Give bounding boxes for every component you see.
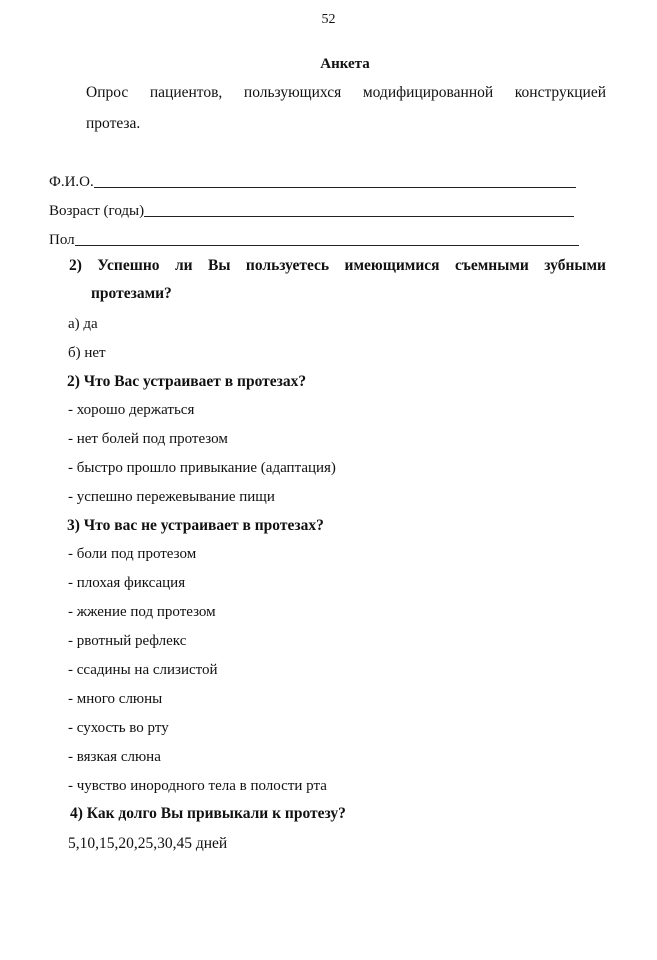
question-3-option: - рвотный рефлекс [68,633,187,649]
question-1-line-1: 2) Успешно ли Вы пользуетесь имеющимися съемными зубными [69,257,606,274]
age-label: Возраст (годы) [49,203,145,219]
question-1-option: б) нет [68,345,106,361]
page-title: Анкета [320,56,370,72]
fio-field [49,171,576,191]
question-3-option: - боли под протезом [68,546,197,562]
question-3-option: - чувство инородного тела в полости рта [68,778,327,794]
question-3: 3) Что вас не устраивает в протезах? [67,517,324,534]
sex-label: Пол [49,232,75,248]
question-4-answer: 5,10,15,20,25,30,45 дней [68,835,228,852]
age-field [49,200,574,220]
question-3-option: - вязкая слюна [68,749,161,765]
question-1-line-2: протезами? [91,285,172,302]
fio-label: Ф.И.О. [49,174,94,190]
page-number: 52 [321,12,336,27]
intro-line-1: Опрос пациентов, пользующихся модифицированной конструкцией [86,84,606,101]
question-2-option: - быстро прошло привыкание (адаптация) [68,460,336,476]
question-1-option: а) да [68,316,98,332]
question-3-option: - плохая фиксация [68,575,186,591]
question-2: 2) Что Вас устраивает в протезах? [67,373,307,390]
question-2-option: - нет болей под протезом [68,431,228,447]
question-3-option: - ссадины на слизистой [68,662,218,678]
sex-blank-line [75,245,579,246]
question-4: 4) Как долго Вы привыкали к протезу? [70,805,346,822]
question-3-option: - много слюны [68,691,163,707]
intro-line-2: протеза. [86,115,141,132]
fio-blank-line [94,187,576,188]
question-2-option: - хорошо держаться [68,402,195,418]
question-3-option: - жжение под протезом [68,604,216,620]
question-2-option: - успешно пережевывание пищи [68,489,275,505]
sex-field [49,229,579,249]
age-blank-line [144,216,574,217]
question-3-option: - сухость во рту [68,720,169,736]
